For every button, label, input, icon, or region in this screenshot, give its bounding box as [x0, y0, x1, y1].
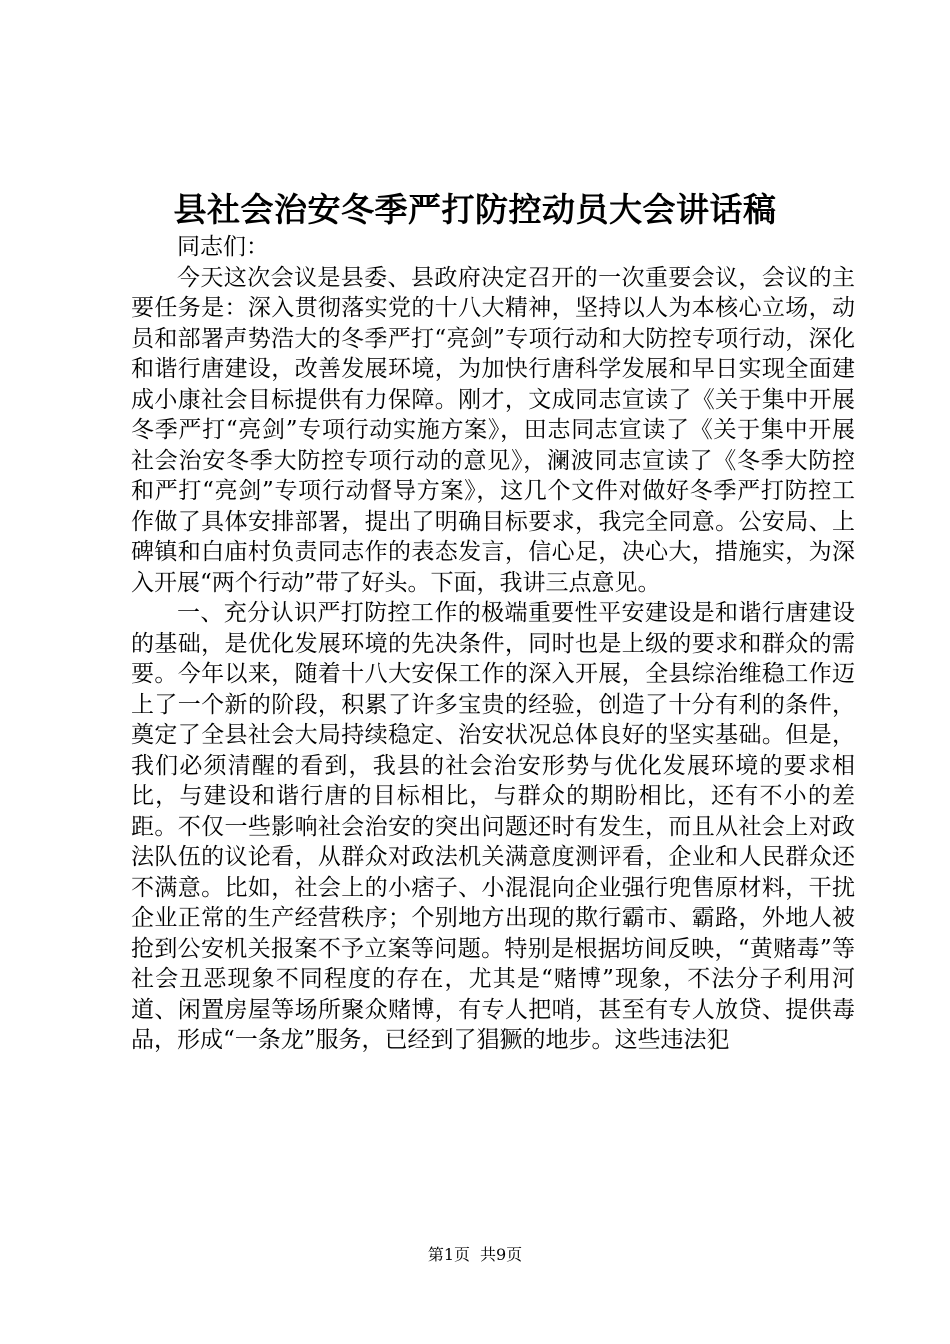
- paragraph-opening: 今天这次会议是县委、县政府决定召开的一次重要会议，会议的主要任务是：深入贯彻落实党的十八大精神，坚持以人为本核心立场，动员和部署声势浩大的冬季严打“亮剑”专项行动和大防控专项行动，深化和谐行唐建设，改善发展环境，为加快行唐科学发展和早日实现全面建成小康社会目标提供有力保障。刚才，文成同志宣读了《关于集中开展冬季严打“亮剑”专项行动实施方案》，田志同志宣读了《关于集中开展社会治安冬季大防控专项行动的意见》，澜波同志宣读了《冬季大防控和严打“亮剑”专项行动督导方案》，这几个文件对做好冬季严打防控工作做了具体安排部署，提出了明确目标要求，我完全同意。公安局、上碑镇和白庙村负责同志作的表态发言，信心足，决心大，措施实，为深入开展“两个行动”带了好头。下面，我讲三点意见。: [131, 264, 855, 596]
- page-footer: [0, 1245, 950, 1265]
- document-title: 县社会治安冬季严打防控动员大会讲话稿: [173, 190, 777, 229]
- paragraph-section-one: 一、充分认识严打防控工作的极端重要性平安建设是和谐行唐建设的基础，是优化发展环境的先决条件，同时也是上级的要求和群众的需要。今年以来，随着十八大安保工作的深入开展，全县综治维稳工作迈上了一个新的阶段，积累了许多宝贵的经验，创造了十分有利的条件，奠定了全县社会大局持续稳定、治安状况总体良好的坚实基础。但是，我们必须清醒的看到，我县的社会治安形势与优化发展环境的要求相比，与建设和谐行唐的目标相比，与群众的期盼相比，还有不小的差距。不仅一些影响社会治安的突出问题还时有发生，而且从社会上对政法队伍的议论看，从群众对政法机关满意度测评看，企业和人民群众还不满意。比如，社会上的小痞子、小混混向企业强行兜售原材料，干扰企业正常的生产经营秩序；个别地方出现的欺行霸市、霸路，外地人被抢到公安机关报案不予立案等问题。特别是根据坊间反映，“黄赌毒”等社会丑恶现象不同程度的存在，尤其是“赌博”现象，不法分子利用河道、闲置房屋等场所聚众赌博，有专人把哨，甚至有专人放贷、提供毒品，形成“一条龙”服务，已经到了猖獗的地步。这些违法犯: [131, 600, 855, 1053]
- page-total: 共9页: [480, 1245, 523, 1264]
- document-body: [131, 232, 855, 1056]
- page-number: 第1页: [427, 1245, 470, 1264]
- salutation: 同志们：: [177, 234, 269, 260]
